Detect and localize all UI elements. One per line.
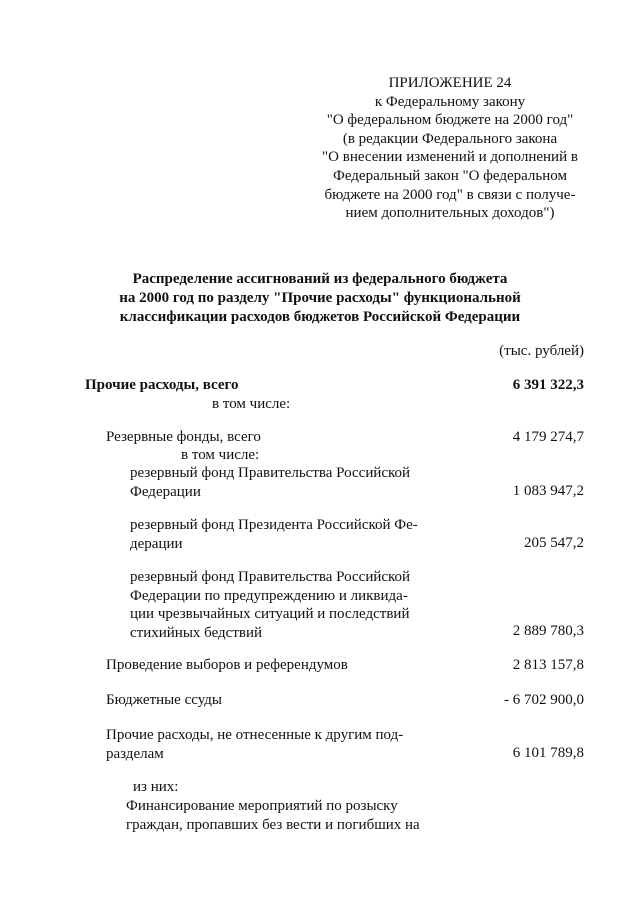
title-line: Распределение ассигнований из федерального бюджета — [132, 271, 508, 287]
appendix-line: (в редакции Федерального закона — [342, 130, 558, 147]
reserve-item-president — [130, 516, 418, 553]
appendix-line: "О внесении изменений и дополнений в — [322, 149, 578, 166]
reserve-item-emergency — [130, 568, 410, 642]
reserve-sub-label: в том числе: — [181, 447, 260, 463]
item-line: Прочие расходы, не отнесенные к другим под- — [106, 727, 404, 743]
appendix-line: к Федеральному закону — [374, 93, 526, 110]
item-line: стихийных бедствий — [130, 624, 263, 641]
item-line: Федерации по предупреждению и ликвида- — [130, 587, 408, 604]
elections-value: 2 813 157,8 — [512, 657, 584, 673]
title-line: на 2000 год по разделу "Прочие расходы" функциональной — [119, 290, 521, 306]
reserve-item-emergency-value: 2 889 780,3 — [512, 623, 584, 639]
reserve-value: 4 179 274,7 — [512, 429, 584, 445]
item-line: резервный фонд Президента Российской Фе- — [130, 517, 418, 533]
item-line: резервный фонд Правительства Российской — [130, 569, 411, 585]
reserve-label: Резервные фонды, всего — [106, 429, 261, 445]
of-which-item — [126, 797, 420, 834]
appendix-line: нием дополнительных доходов") — [345, 205, 555, 222]
elections-label: Проведение выборов и референдумов — [106, 657, 348, 673]
appendix-header — [300, 74, 600, 223]
item-line: резервный фонд Правительства Российской — [130, 465, 411, 481]
reserve-item-government — [130, 464, 410, 501]
appendix-line: бюджете на 2000 год" в связи с получе- — [324, 186, 576, 203]
document-title — [60, 270, 580, 327]
item-line: Финансирование мероприятий по розыску — [126, 798, 398, 814]
total-label: Прочие расходы, всего — [85, 377, 239, 393]
title-line: классификации расходов бюджетов Российской Федерации — [119, 309, 521, 325]
units-label: (тыс. рублей) — [499, 343, 584, 359]
appendix-line: Федеральный закон "О федеральном — [332, 167, 567, 184]
item-line: разделам — [106, 745, 164, 762]
item-line: Федерации — [130, 483, 201, 500]
item-line: граждан, пропавших без вести и погибших на — [126, 816, 420, 833]
loans-value: - 6 702 900,0 — [504, 692, 584, 708]
appendix-title: ПРИЛОЖЕНИЕ 24 — [388, 75, 512, 91]
loans-label: Бюджетные ссуды — [106, 692, 222, 708]
reserve-item-government-value: 1 083 947,2 — [512, 483, 584, 499]
total-value: 6 391 322,3 — [512, 377, 584, 393]
item-line: ции чрезвычайных ситуаций и последствий — [130, 606, 410, 622]
other-expenses-value: 6 101 789,8 — [512, 745, 584, 761]
total-sub-label: в том числе: — [212, 396, 291, 412]
appendix-line: "О федеральном бюджете на 2000 год" — [326, 112, 574, 129]
item-line: дерации — [130, 535, 183, 552]
reserve-item-president-value: 205 547,2 — [524, 535, 584, 551]
other-expenses — [106, 726, 403, 763]
of-which-label: из них: — [133, 779, 179, 795]
